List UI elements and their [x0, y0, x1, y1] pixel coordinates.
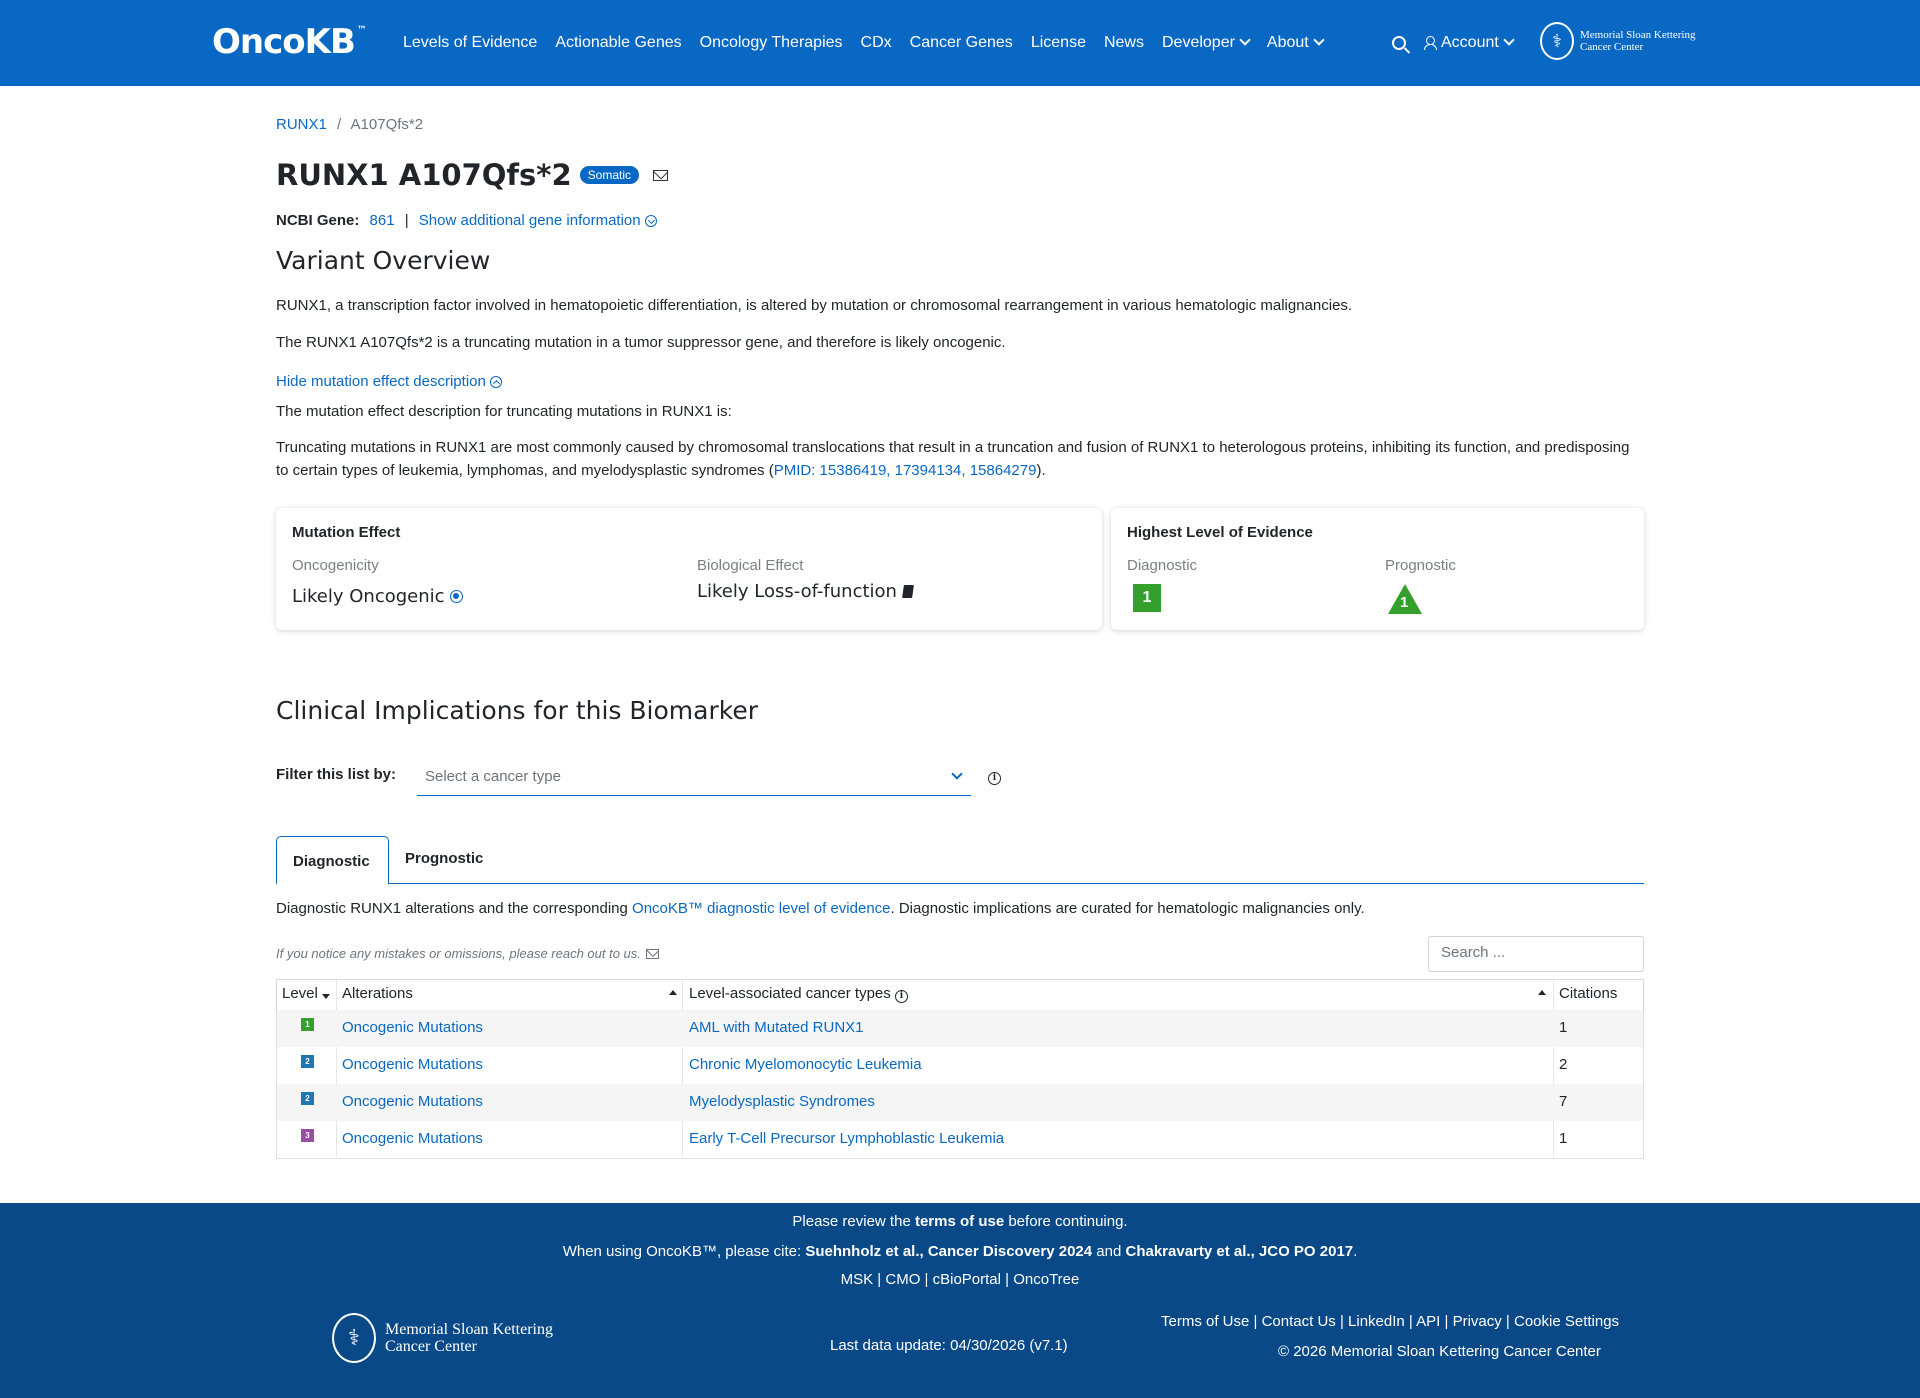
- footer-api-link[interactable]: API: [1416, 1313, 1441, 1330]
- cmo-link[interactable]: CMO: [885, 1271, 921, 1288]
- header-citations[interactable]: Citations: [1559, 985, 1618, 1002]
- nav-cancer-genes[interactable]: Cancer Genes: [909, 34, 1013, 51]
- variant-summary: The RUNX1 A107Qfs*2 is a truncating mutation in a tumor suppressor gene, and therefore is likely oncogenic.: [276, 334, 1006, 351]
- biological-effect-label: Biological Effect: [697, 557, 804, 574]
- chevron-down-icon: [951, 768, 962, 779]
- cancer-type-link[interactable]: Myelodysplastic Syndromes: [689, 1093, 875, 1110]
- logo-tm: ™: [356, 24, 366, 36]
- chevron-down-circle-icon: [645, 215, 657, 227]
- citation-link-2[interactable]: Chakravarty et al., JCO PO 2017: [1125, 1243, 1354, 1260]
- info-icon[interactable]: i: [988, 772, 1001, 785]
- breadcrumb-variant: A107Qfs*2: [350, 116, 424, 133]
- implication-tabs: [276, 836, 1644, 884]
- nav-oncology-therapies[interactable]: Oncology Therapies: [699, 34, 843, 51]
- msk-footer-text: Memorial Sloan Kettering Cancer Center: [385, 1321, 553, 1355]
- chevron-down-icon: [1503, 34, 1514, 45]
- prognostic-level-label: Prognostic: [1385, 557, 1456, 574]
- citations-count[interactable]: 1: [1559, 1019, 1568, 1036]
- oncogenicity-label: Oncogenicity: [292, 557, 379, 574]
- hide-mutation-effect-link[interactable]: Hide mutation effect description: [276, 370, 502, 393]
- variant-overview-heading: Variant Overview: [276, 246, 491, 275]
- nav-developer-label: Developer: [1161, 34, 1235, 51]
- mutation-effect-description: Truncating mutations in RUNX1 are most commonly caused by chromosomal translocations that result in a truncation and fusion of RUNX1 to heterologous proteins, inhibiting its function, and predisposing to certain types of leukemia, lymphomas, and myelodysplastic syndromes (PMID: 15386419, 17394134, 15864279).: [276, 439, 1630, 479]
- cancer-type-link[interactable]: Chronic Myelomonocytic Leukemia: [689, 1056, 922, 1073]
- cbioportal-link[interactable]: cBioPortal: [932, 1271, 1001, 1288]
- level-1-icon[interactable]: 1: [301, 1018, 314, 1031]
- citations-count[interactable]: 7: [1559, 1093, 1568, 1110]
- footer-privacy-link[interactable]: Privacy: [1452, 1313, 1502, 1330]
- header-level[interactable]: Level: [282, 985, 318, 1002]
- breadcrumb-separator: /: [337, 116, 342, 133]
- terms-of-use-link[interactable]: terms of use: [914, 1213, 1005, 1230]
- sort-asc-icon: [669, 990, 677, 995]
- nav-right: [1392, 0, 1531, 86]
- breadcrumb-gene-link[interactable]: RUNX1: [276, 116, 327, 133]
- tab-prognostic[interactable]: Prognostic: [405, 850, 484, 867]
- footer-linkedin-link[interactable]: LinkedIn: [1348, 1313, 1405, 1330]
- footer-cookie-link[interactable]: Cookie Settings: [1514, 1313, 1620, 1330]
- oncotree-link[interactable]: OncoTree: [1013, 1271, 1080, 1288]
- show-gene-info-link[interactable]: Show additional gene information: [419, 212, 657, 229]
- ncbi-gene-label: NCBI Gene:: [276, 212, 360, 229]
- alteration-link[interactable]: Oncogenic Mutations: [342, 1093, 483, 1110]
- copyright: © 2026 Memorial Sloan Kettering Cancer Center: [1278, 1343, 1601, 1360]
- nav-actionable-genes[interactable]: Actionable Genes: [555, 34, 682, 51]
- chevron-down-icon: [1313, 34, 1324, 45]
- footer-contact-link[interactable]: Contact Us: [1261, 1313, 1336, 1330]
- chevron-down-icon: [1239, 34, 1250, 45]
- level-2-icon[interactable]: 2: [301, 1055, 314, 1068]
- citation-link-1[interactable]: Suehnholz et al., Cancer Discovery 2024: [805, 1243, 1093, 1260]
- somatic-badge: Somatic: [580, 166, 639, 184]
- cancer-type-select[interactable]: [417, 758, 971, 796]
- breadcrumb: [276, 116, 423, 133]
- diagnostic-level-label: Diagnostic: [1127, 557, 1198, 574]
- sort-desc-icon: [322, 994, 330, 999]
- pmid-links[interactable]: PMID: 15386419, 17394134, 15864279: [773, 462, 1037, 479]
- table-row: [277, 1084, 1643, 1121]
- alteration-link[interactable]: Oncogenic Mutations: [342, 1130, 483, 1147]
- msk-emblem-icon: ⚕: [1540, 22, 1574, 60]
- nav-about-dropdown[interactable]: [1267, 34, 1323, 52]
- level-3-icon[interactable]: 3: [301, 1129, 314, 1142]
- nav-levels-of-evidence[interactable]: Levels of Evidence: [403, 34, 538, 51]
- chevron-up-circle-icon: [490, 376, 502, 388]
- logo-text: OncoKB: [212, 22, 355, 62]
- table-row: [277, 1121, 1643, 1158]
- header-alterations[interactable]: Alterations: [342, 985, 413, 1002]
- citation-notice: When using OncoKB™, please cite: Suehnholz et al., Cancer Discovery 2024 and Chakravarty et al., JCO PO 2017.: [562, 1243, 1358, 1260]
- nav-news[interactable]: News: [1103, 34, 1144, 51]
- last-data-update: Last data update: 04/30/2026 (v7.1): [830, 1337, 1068, 1354]
- diagnostic-table: [276, 979, 1644, 1159]
- footer-links: Terms of Use | Contact Us | LinkedIn | API | Privacy | Cookie Settings: [1161, 1313, 1620, 1330]
- info-icon: i: [895, 990, 908, 1003]
- clinical-implications-heading: Clinical Implications for this Biomarker: [276, 696, 758, 725]
- mutation-effect-title: Mutation Effect: [292, 524, 401, 541]
- header-cancer-types[interactable]: Level-associated cancer types i: [689, 985, 908, 1003]
- msk-emblem-icon: ⚕: [332, 1313, 376, 1363]
- nav-account-dropdown[interactable]: [1424, 34, 1513, 52]
- book-icon[interactable]: [902, 585, 914, 598]
- table-header: [277, 980, 1643, 1010]
- ncbi-gene-row: [276, 212, 657, 229]
- ncbi-separator: |: [404, 212, 409, 229]
- mutation-effect-intro: The mutation effect description for truncating mutations in RUNX1 is:: [276, 403, 732, 420]
- msk-footer-logo[interactable]: [332, 1313, 553, 1363]
- alteration-link[interactable]: Oncogenic Mutations: [342, 1019, 483, 1036]
- page-title: RUNX1 A107Qfs*2: [276, 158, 572, 192]
- cancer-type-link[interactable]: Early T-Cell Precursor Lymphoblastic Leukemia: [689, 1130, 1005, 1147]
- tab-diagnostic[interactable]: Diagnostic: [276, 836, 389, 885]
- cancer-type-placeholder: Select a cancer type: [425, 768, 561, 785]
- highest-level-card: [1111, 508, 1644, 630]
- citations-count[interactable]: 2: [1559, 1056, 1568, 1073]
- table-row: [277, 1010, 1643, 1047]
- diagnostic-level-1-icon[interactable]: 1: [1133, 584, 1161, 612]
- msk-link[interactable]: MSK: [840, 1271, 874, 1288]
- msk-logo-text: Memorial Sloan Kettering Cancer Center: [1580, 29, 1696, 53]
- diagnostic-description: Diagnostic RUNX1 alterations and the corresponding OncoKB™ diagnostic level of evidence. Diagnostic implications are curated for hematologic malignancies only.: [276, 900, 1365, 917]
- citations-count[interactable]: 1: [1559, 1130, 1568, 1147]
- alteration-link[interactable]: Oncogenic Mutations: [342, 1056, 483, 1073]
- footer: [0, 1203, 1920, 1398]
- msk-logo[interactable]: [1540, 22, 1695, 60]
- nav-cdx[interactable]: CDx: [860, 34, 892, 51]
- nav-developer-dropdown[interactable]: [1162, 34, 1249, 52]
- search-icon[interactable]: [1392, 36, 1406, 50]
- nav-license[interactable]: License: [1030, 34, 1086, 51]
- oncogenic-target-icon: [450, 590, 463, 603]
- nav-account-label: Account: [1441, 34, 1499, 51]
- sort-asc-icon: [1538, 990, 1546, 995]
- table-row: [277, 1047, 1643, 1084]
- diagnostic-level-link[interactable]: OncoKB™ diagnostic level of evidence: [632, 900, 891, 917]
- prognostic-level-value: 1: [1400, 594, 1409, 611]
- biological-effect-value: Likely Loss-of-function: [697, 581, 913, 602]
- filter-label: Filter this list by:: [276, 766, 397, 783]
- nav-about-label: About: [1266, 34, 1309, 51]
- feedback-note: If you notice any mistakes or omissions, please reach out to us.: [276, 946, 659, 961]
- partner-links: MSK | CMO | cBioPortal | OncoTree: [840, 1271, 1080, 1288]
- cancer-type-link[interactable]: AML with Mutated RUNX1: [689, 1019, 864, 1036]
- mutation-effect-card: [276, 508, 1102, 630]
- mail-icon[interactable]: [653, 170, 668, 181]
- title-row: [276, 158, 668, 192]
- ncbi-gene-link[interactable]: 861: [369, 212, 395, 229]
- top-navbar: [0, 0, 1920, 86]
- gene-summary: RUNX1, a transcription factor involved in hematopoietic differentiation, is altered by mutation or chromosomal rearrangement in various hematologic malignancies.: [276, 297, 1353, 314]
- footer-terms-link[interactable]: Terms of Use: [1161, 1313, 1250, 1330]
- oncokb-logo[interactable]: [212, 22, 366, 62]
- oncogenicity-value: Likely Oncogenic: [292, 586, 463, 607]
- level-2-icon[interactable]: 2: [301, 1092, 314, 1105]
- mail-icon[interactable]: [646, 949, 659, 959]
- table-search-input[interactable]: Search ...: [1428, 936, 1644, 972]
- highest-level-title: Highest Level of Evidence: [1127, 524, 1313, 541]
- terms-notice: Please review the terms of use before continuing.: [792, 1213, 1128, 1230]
- user-icon: [1424, 36, 1436, 50]
- nav-menu: [403, 0, 1341, 86]
- prognostic-level-1-icon[interactable]: [1388, 584, 1422, 614]
